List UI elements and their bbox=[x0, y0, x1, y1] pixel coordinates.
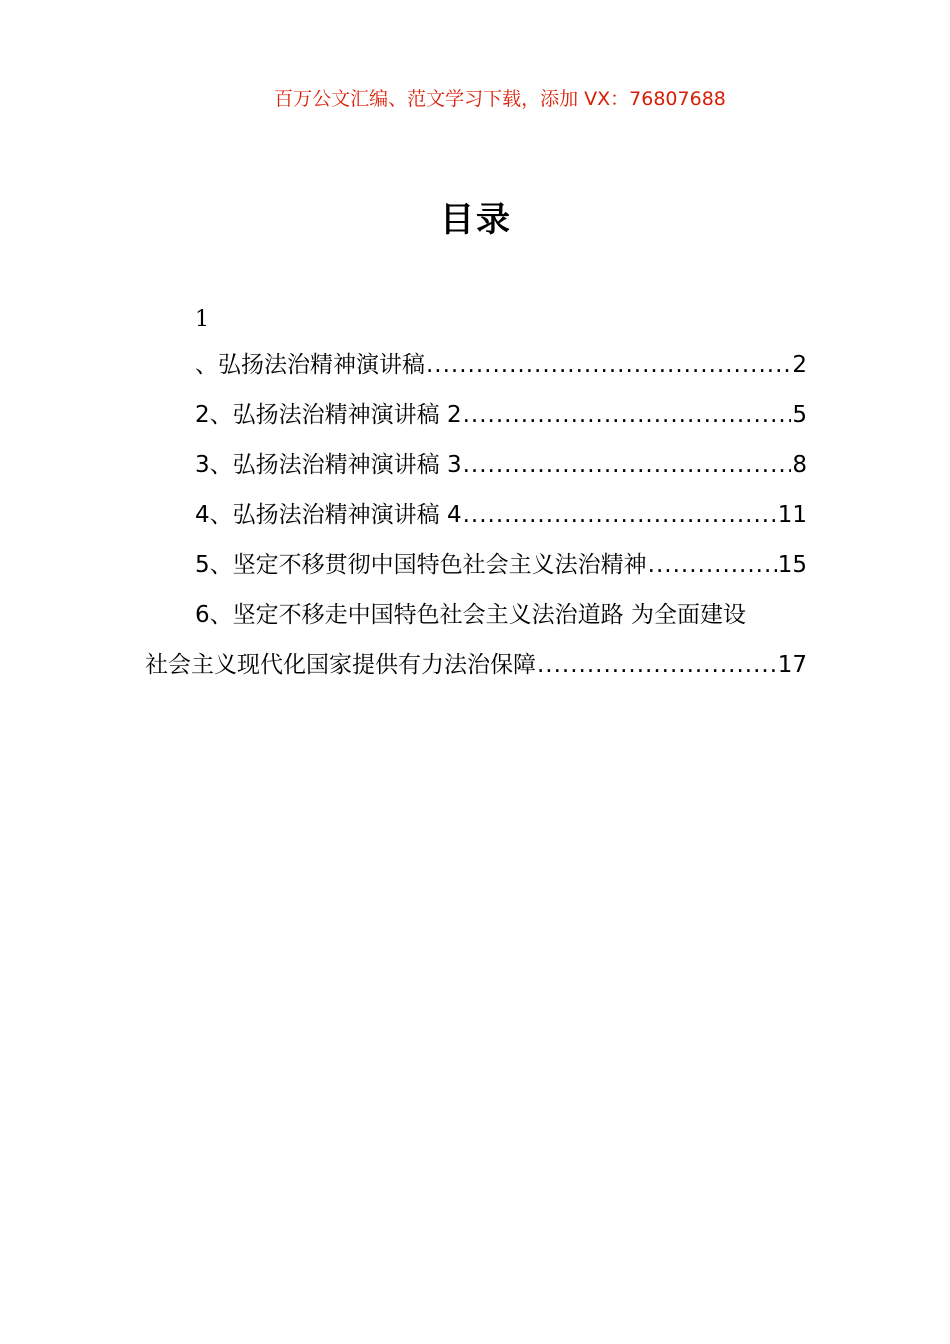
toc-entry[interactable] bbox=[145, 540, 807, 590]
toc-leader-dots bbox=[537, 640, 777, 690]
toc-entry-label: 6、坚定不移走中国特色社会主义法治道路 为全面建设 bbox=[195, 602, 746, 628]
toc-entry-page: 15 bbox=[777, 552, 807, 578]
toc-entry[interactable] bbox=[145, 340, 807, 390]
toc-leader-dots bbox=[463, 390, 792, 440]
toc-leader-dots bbox=[426, 340, 791, 390]
toc-entry-label: 5、坚定不移贯彻中国特色社会主义法治精神 bbox=[195, 552, 647, 578]
toc-leader-dots bbox=[463, 440, 792, 490]
toc-entry-page: 17 bbox=[777, 652, 807, 678]
toc-entry[interactable] bbox=[145, 490, 807, 540]
table-of-contents bbox=[145, 300, 807, 690]
toc-entry-label: 4、弘扬法治精神演讲稿 4 bbox=[195, 502, 462, 528]
header-promo-note: 百万公文汇编、范文学习下载，添加 VX：76807688 bbox=[274, 88, 726, 110]
toc-entry-label: 社会主义现代化国家提供有力法治保障 bbox=[145, 652, 536, 678]
toc-entry[interactable] bbox=[145, 440, 807, 490]
toc-lone-number: 1 bbox=[195, 307, 209, 332]
toc-entry-label: 、弘扬法治精神演讲稿 bbox=[195, 352, 425, 378]
toc-entry-label: 2、弘扬法治精神演讲稿 2 bbox=[195, 402, 462, 428]
toc-entry-page: 11 bbox=[777, 502, 807, 528]
toc-entry-page: 5 bbox=[792, 402, 807, 428]
toc-leader-dots bbox=[648, 540, 777, 590]
page-title: 目录 bbox=[440, 200, 512, 240]
toc-entry-wrapped-line-2[interactable] bbox=[145, 640, 807, 690]
toc-leader-dots bbox=[463, 490, 777, 540]
toc-entry-page: 8 bbox=[792, 452, 807, 478]
toc-entry-wrapped-line-1[interactable] bbox=[145, 590, 807, 640]
toc-entry-page: 2 bbox=[792, 352, 807, 378]
toc-entry[interactable] bbox=[145, 390, 807, 440]
toc-entry-label: 3、弘扬法治精神演讲稿 3 bbox=[195, 452, 462, 478]
